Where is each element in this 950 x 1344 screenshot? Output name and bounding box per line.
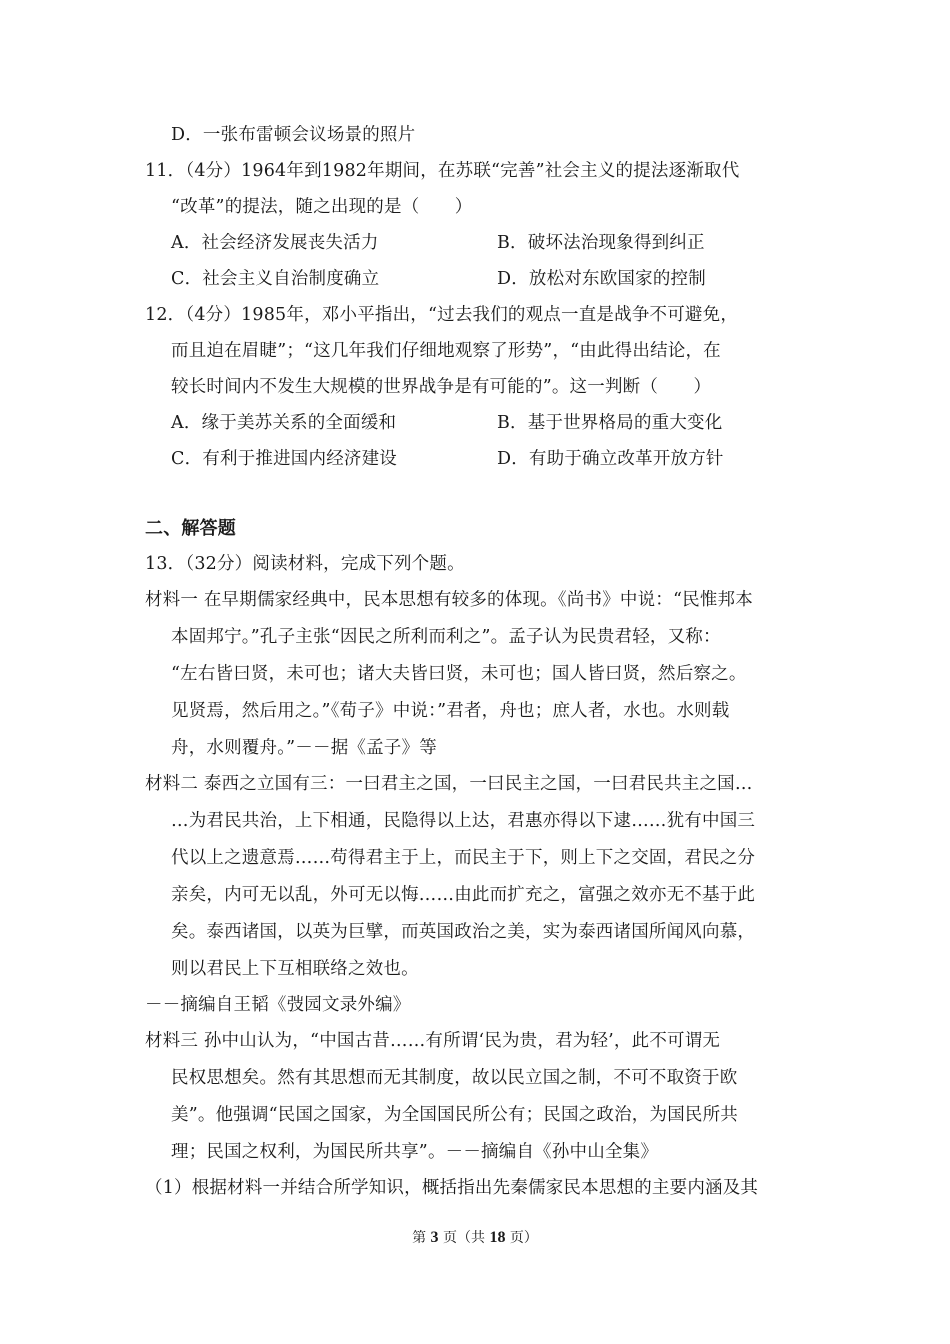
- q11-option-a: A．社会经济发展丧失活力: [171, 233, 379, 253]
- footer-mid: 页（共: [443, 1230, 485, 1246]
- q11-stem-line2: “改革”的提法，随之出现的是（ ）: [171, 197, 473, 217]
- material3-line: 理；民国之权利，为国民所共享”。－－摘编自《孙中山全集》: [171, 1142, 659, 1162]
- footer-prefix: 第: [412, 1230, 427, 1246]
- q12-stem-line2: 而且迫在眉睫”；“这几年我们仔细地观察了形势”，“由此得出结论，在: [171, 341, 721, 361]
- material2-line: 亲矣，内可无以乱，外可无以悔……由此而扩充之，富强之效亦无不基于此: [171, 885, 756, 905]
- q11-option-b: B．破坏法治现象得到纠正: [497, 233, 705, 253]
- q11-option-d: D．放松对东欧国家的控制: [497, 269, 706, 289]
- page-footer: [0, 1228, 950, 1248]
- q12-option-b: B．基于世界格局的重大变化: [497, 413, 723, 433]
- material1-line: 材料一 在早期儒家经典中，民本思想有较多的体现。《尚书》中说：“民惟邦本: [145, 590, 753, 610]
- material2-line: …为君民共治，上下相通，民隐得以上达，君惠亦得以下逮……犹有中国三: [171, 811, 756, 831]
- q11-option-c: C．社会主义自治制度确立: [171, 269, 380, 289]
- q13-subquestion-1: （1）根据材料一并结合所学知识，概括指出先秦儒家民本思想的主要内涵及其: [145, 1178, 759, 1198]
- q12-stem-line3: 较长时间内不发生大规模的世界战争是有可能的”。这一判断（ ）: [171, 377, 712, 397]
- material2-line: 代以上之遗意焉……苟得君主于上，而民主于下，则上下之交固，君民之分: [171, 848, 756, 868]
- footer-suffix: 页）: [509, 1230, 538, 1246]
- q12-option-d: D．有助于确立改革开放方针: [497, 449, 724, 469]
- material2-line: 则以君民上下互相联络之效也。: [171, 959, 419, 979]
- material3-line: 材料三 孙中山认为，“中国古昔……有所谓‘民为贵，君为轻’，此不可谓无: [145, 1031, 721, 1051]
- material2-source: －－摘编自王韬《弢园文录外编》: [145, 995, 411, 1015]
- q12-option-c: C．有利于推进国内经济建设: [171, 449, 397, 469]
- material1-line: 本固邦宁。”孔子主张“因民之所利而利之”。孟子认为民贵君轻，又称：: [171, 627, 721, 647]
- section-title: 二、解答题: [145, 518, 236, 539]
- material1-line: 舟，水则覆舟。”－－据《孟子》等: [171, 738, 437, 758]
- material3-line: 民权思想矣。然有其思想而无其制度，故以民立国之制，不可不取资于欧: [171, 1068, 738, 1088]
- material1-line: 见贤焉，然后用之。”《荀子》中说：”君者，舟也；庶人者，水也。水则载: [171, 701, 730, 721]
- material2-line: 矣。泰西诸国，以英为巨擘，而英国政治之美，实为泰西诸国所闻风向慕，: [171, 922, 756, 942]
- material2-line: 材料二 泰西之立国有三：一曰君主之国，一曰民主之国，一曰君民共主之国…: [145, 774, 753, 794]
- footer-page-number: 3: [430, 1229, 439, 1246]
- q12-option-a: A．缘于美苏关系的全面缓和: [171, 413, 397, 433]
- q11-stem-line1: 11．（4分）1964年到1982年期间，在苏联“完善”社会主义的提法逐渐取代: [145, 161, 740, 181]
- footer-total-pages: 18: [489, 1229, 506, 1246]
- material3-line: 美”。他强调“民国之国家，为全国国民所公有；民国之政治，为国民所共: [171, 1105, 738, 1125]
- q10-option-d: D．一张布雷顿会议场景的照片: [171, 125, 416, 145]
- q12-stem-line1: 12．（4分）1985年，邓小平指出，“过去我们的观点一直是战争不可避免，: [145, 305, 739, 325]
- material1-line: “左右皆曰贤，未可也；诸大夫皆曰贤，未可也；国人皆曰贤，然后察之。: [171, 664, 747, 684]
- q13-intro: 13．（32分）阅读材料，完成下列个题。: [145, 554, 465, 574]
